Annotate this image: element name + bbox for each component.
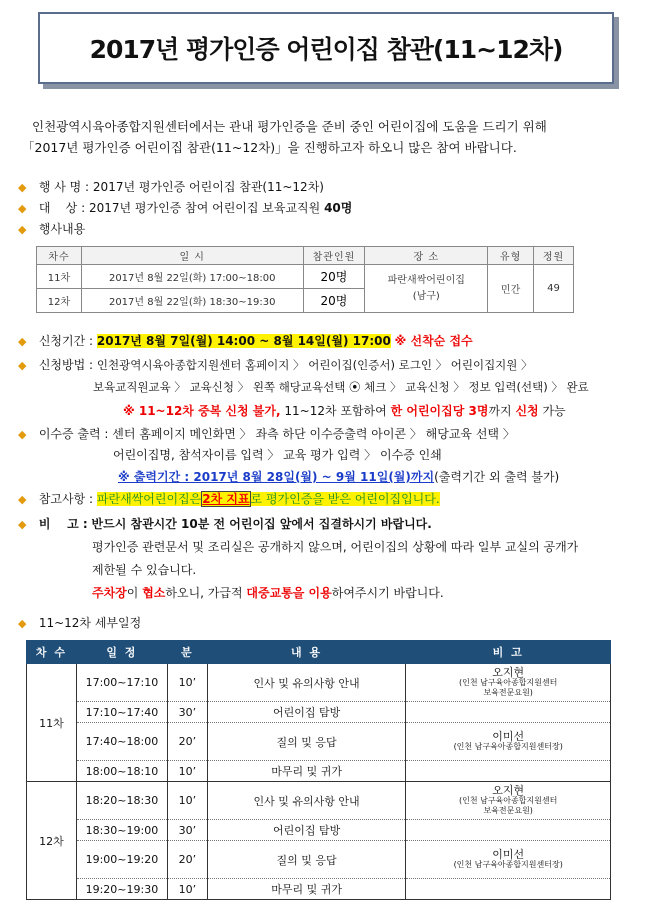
event-table bbox=[36, 246, 574, 313]
apply-method-label: 신청방법 : bbox=[38, 358, 94, 372]
note-org: (인천 남구육아종합지원센터 bbox=[458, 678, 558, 687]
certificate-note bbox=[118, 468, 559, 485]
minute-cell: 20’ bbox=[167, 841, 207, 879]
time-cell: 17:10~17:40 bbox=[76, 702, 167, 723]
apply-period-row bbox=[18, 332, 473, 349]
note-role: 보육전문요원) bbox=[483, 806, 533, 815]
table-row bbox=[27, 841, 611, 879]
schedule-heading-row bbox=[18, 614, 141, 631]
datetime-cell: 2017년 8월 22일(화) 18:30~19:30 bbox=[81, 289, 303, 313]
table-row bbox=[27, 723, 611, 761]
diamond-bullet-icon: ◆ bbox=[18, 335, 27, 348]
apply-method-line: 인천광역시육아종합지원센터 홈페이지 〉 어린이집(인증서) 로그인 〉 어린이집지원 〉 bbox=[96, 358, 533, 372]
minute-cell: 30’ bbox=[167, 820, 207, 841]
apply-note-part: 신청 bbox=[515, 404, 539, 418]
content-cell: 마무리 및 귀가 bbox=[207, 761, 406, 782]
header-cell: 분 bbox=[167, 641, 207, 664]
diamond-bullet-icon: ◆ bbox=[18, 359, 27, 372]
note-cell bbox=[406, 841, 611, 879]
apply-note-part: 11~12차 포함하여 bbox=[284, 404, 387, 418]
table-row bbox=[27, 761, 611, 782]
round-cell: 12차 bbox=[27, 782, 77, 900]
time-cell: 19:20~19:30 bbox=[76, 879, 167, 900]
round-cell: 11차 bbox=[37, 265, 82, 289]
place-name: 파란새싹어린이집 bbox=[387, 274, 465, 286]
header-cell: 일 정 bbox=[76, 641, 167, 664]
count-cell: 20명 bbox=[303, 289, 365, 313]
table-row bbox=[27, 702, 611, 723]
note-name: 이미선 bbox=[492, 848, 525, 861]
event-name-value: 2017년 평가인증 어린이집 참관(11~12차) bbox=[92, 180, 324, 194]
apply-note-part: 한 어린이집당 3명 bbox=[390, 404, 489, 418]
remarks-part: 이 bbox=[126, 586, 139, 600]
diamond-bullet-icon: ◆ bbox=[18, 202, 27, 215]
header-cell: 내 용 bbox=[207, 641, 406, 664]
content-cell: 질의 및 응답 bbox=[207, 723, 406, 761]
note-name: 오지현 bbox=[492, 784, 525, 797]
header-cell: 차수 bbox=[37, 247, 82, 265]
table-row bbox=[27, 879, 611, 900]
apply-note-part: ※ 11~12차 중복 신청 불가, bbox=[123, 404, 281, 418]
reference-part: 로 평가인증을 받은 어린이집입니다. bbox=[250, 492, 440, 506]
intro-line: 「2017년 평가인증 어린이집 참관(11~12차)」을 진행하고자 하오니 많은 참여 바랍니다. bbox=[22, 140, 517, 155]
diamond-bullet-icon: ◆ bbox=[18, 181, 27, 194]
apply-period-label: 신청기간 : bbox=[38, 334, 94, 348]
table-row bbox=[37, 265, 574, 289]
schedule-table bbox=[26, 640, 611, 900]
reference-row bbox=[18, 490, 440, 507]
reference-part: 파란새싹어린이집은 bbox=[96, 492, 202, 506]
diamond-bullet-icon: ◆ bbox=[18, 428, 27, 441]
round-cell: 11차 bbox=[27, 664, 77, 782]
note-cell bbox=[406, 782, 611, 820]
diamond-bullet-icon: ◆ bbox=[18, 617, 27, 630]
remarks-part: 협소 bbox=[142, 586, 166, 600]
note-org: (인천 남구육아종합지원센터장) bbox=[453, 742, 563, 751]
place-cell bbox=[365, 265, 488, 313]
content-cell: 어린이집 탐방 bbox=[207, 820, 406, 841]
remarks-part: 대중교통을 이용 bbox=[246, 586, 332, 600]
content-cell: 인사 및 유의사항 안내 bbox=[207, 782, 406, 820]
event-content-row bbox=[18, 220, 85, 237]
certificate-row bbox=[18, 425, 515, 442]
schedule-header bbox=[27, 641, 611, 664]
note-role: 보육전문요원) bbox=[483, 688, 533, 697]
minute-cell: 20’ bbox=[167, 723, 207, 761]
time-cell: 19:00~19:20 bbox=[76, 841, 167, 879]
diamond-bullet-icon: ◆ bbox=[18, 518, 27, 531]
type-cell: 민간 bbox=[488, 265, 534, 313]
certificate-period-note: (출력기간 외 출력 불가) bbox=[434, 470, 560, 484]
minute-cell: 30’ bbox=[167, 702, 207, 723]
content-cell: 인사 및 유의사항 안내 bbox=[207, 664, 406, 702]
remarks-row bbox=[18, 515, 432, 532]
content-cell: 질의 및 응답 bbox=[207, 841, 406, 879]
note-cell bbox=[406, 702, 611, 723]
event-content-label: 행사내용 bbox=[38, 222, 86, 236]
remarks-part: 하여주시기 바랍니다. bbox=[331, 586, 444, 600]
content-cell: 어린이집 탐방 bbox=[207, 702, 406, 723]
note-org: (인천 남구육아종합지원센터 bbox=[458, 796, 558, 805]
note-name: 오지현 bbox=[492, 666, 525, 679]
intro-line: 인천광역시육아종합지원센터에서는 관내 평가인증을 준비 중인 어린이집에 도움을 드리기 위해 bbox=[32, 119, 547, 134]
page-title: 2017년 평가인증 어린이집 참관(11~12차) bbox=[89, 35, 563, 64]
time-cell: 18:20~18:30 bbox=[76, 782, 167, 820]
table-row bbox=[27, 782, 611, 820]
event-target-label: 대 상 : bbox=[38, 201, 86, 215]
note-org: (인천 남구육아종합지원센터장) bbox=[453, 860, 563, 869]
time-cell: 17:40~18:00 bbox=[76, 723, 167, 761]
remarks-line: 반드시 참관시간 10분 전 어린이집 앞에서 집결하시기 바랍니다. bbox=[91, 517, 432, 531]
header-cell: 일 시 bbox=[81, 247, 303, 265]
apply-note-part: 까지 bbox=[488, 404, 512, 418]
minute-cell: 10’ bbox=[167, 879, 207, 900]
certificate-label: 이수증 출력 : bbox=[38, 427, 109, 441]
table-row bbox=[27, 664, 611, 702]
intro bbox=[22, 116, 632, 158]
header-cell: 장 소 bbox=[365, 247, 488, 265]
event-target-row bbox=[18, 199, 352, 216]
event-table-header bbox=[37, 247, 574, 265]
note-cell bbox=[406, 723, 611, 761]
event-target-value: 2017년 평가인증 참여 어린이집 보육교직원 bbox=[88, 201, 321, 215]
apply-method-row bbox=[18, 356, 533, 373]
content-cell: 마무리 및 귀가 bbox=[207, 879, 406, 900]
time-cell: 18:30~19:00 bbox=[76, 820, 167, 841]
time-cell: 17:00~17:10 bbox=[76, 664, 167, 702]
header-cell: 비 고 bbox=[406, 641, 611, 664]
capacity-cell: 49 bbox=[534, 265, 574, 313]
note-cell bbox=[406, 761, 611, 782]
diamond-bullet-icon: ◆ bbox=[18, 493, 27, 506]
minute-cell: 10’ bbox=[167, 782, 207, 820]
schedule-heading: 11~12차 세부일정 bbox=[38, 616, 142, 630]
remarks-parking bbox=[92, 584, 444, 601]
header-cell: 유형 bbox=[488, 247, 534, 265]
certificate-line: 센터 홈페이지 메인화면 〉 좌측 하단 이수증출력 아이콘 〉 해당교육 선택 〉 bbox=[112, 427, 515, 441]
header-cell: 차 수 bbox=[27, 641, 77, 664]
time-cell: 18:00~18:10 bbox=[76, 761, 167, 782]
note-cell bbox=[406, 664, 611, 702]
apply-method-note bbox=[123, 402, 566, 419]
apply-period-value: 2017년 8월 7일(월) 14:00 ~ 8월 14일(월) 17:00 bbox=[96, 334, 391, 348]
remarks-line: 평가인증 관련문서 및 조리실은 공개하지 않으며, 어린이집의 상황에 따라 일부 교실의 공개가 bbox=[92, 540, 579, 554]
reference-part: 2차 지표 bbox=[202, 492, 250, 506]
remarks-part: 주차장 bbox=[92, 586, 127, 600]
remarks-line: 제한될 수 있습니다. bbox=[92, 563, 197, 577]
minute-cell: 10’ bbox=[167, 664, 207, 702]
certificate-line: 어린이집명, 참석자이름 입력 〉 교육 평가 입력 〉 이수증 인쇄 bbox=[113, 448, 442, 462]
minute-cell: 10’ bbox=[167, 761, 207, 782]
table-row bbox=[27, 820, 611, 841]
reference-label: 참고사항 : bbox=[38, 492, 94, 506]
event-target-count: 40명 bbox=[324, 201, 353, 215]
datetime-cell: 2017년 8월 22일(화) 17:00~18:00 bbox=[81, 265, 303, 289]
count-cell: 20명 bbox=[303, 265, 365, 289]
header-cell: 정원 bbox=[534, 247, 574, 265]
note-cell bbox=[406, 820, 611, 841]
round-cell: 12차 bbox=[37, 289, 82, 313]
title-box bbox=[38, 12, 614, 84]
note-cell bbox=[406, 879, 611, 900]
apply-period-note: ※ 선착순 접수 bbox=[394, 334, 473, 348]
certificate-period: ※ 출력기간 : 2017년 8월 28일(월) ~ 9월 11일(월)까지 bbox=[118, 470, 435, 484]
apply-method-line: 보육교직원교육 〉 교육신청 〉 왼쪽 해당교육선택 ⦿ 체크 〉 교육신청 〉 정보 입력(선택) 〉 완료 bbox=[93, 380, 589, 394]
remarks-part: 하오니, 가급적 bbox=[165, 586, 243, 600]
remarks-label: 비 고 : bbox=[38, 517, 88, 531]
event-name-row bbox=[18, 178, 324, 195]
apply-note-part: 가능 bbox=[542, 404, 566, 418]
header-cell: 참관인원 bbox=[303, 247, 365, 265]
note-name: 이미선 bbox=[492, 730, 525, 743]
event-name-label: 행 사 명 : bbox=[38, 180, 90, 194]
diamond-bullet-icon: ◆ bbox=[18, 223, 27, 236]
place-district: (남구) bbox=[412, 290, 440, 302]
